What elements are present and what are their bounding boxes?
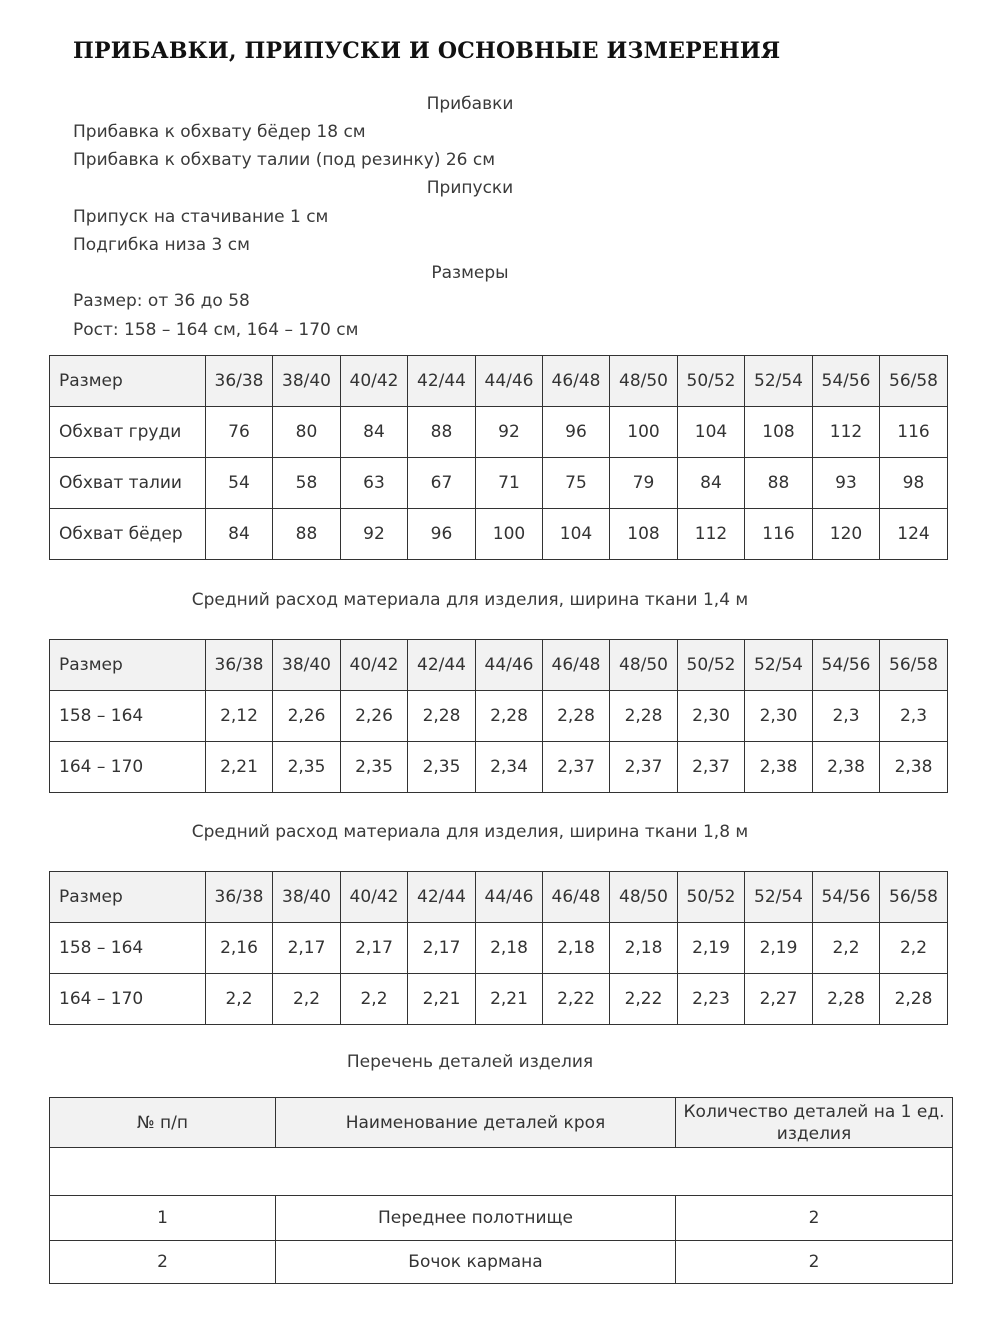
table-cell: 100 (610, 407, 678, 458)
parts-table (49, 1097, 953, 1284)
table-cell: 108 (745, 407, 813, 458)
table-cell: 158 – 164 (50, 691, 206, 742)
table-cell: 84 (206, 509, 273, 560)
table-cell: 112 (813, 407, 880, 458)
table-cell: 2,38 (813, 742, 880, 793)
table-cell: 2,34 (476, 742, 543, 793)
table-cell: 2 (676, 1196, 953, 1241)
table-header-cell: 46/48 (543, 640, 610, 691)
table-cell: 116 (880, 407, 948, 458)
table-cell: 2,35 (341, 742, 408, 793)
table-header-cell: 38/40 (273, 872, 341, 923)
table-header-cell: 44/46 (476, 640, 543, 691)
table-cell: 75 (543, 458, 610, 509)
table-cell: 2,23 (678, 974, 745, 1025)
table-cell: 2,22 (610, 974, 678, 1025)
parts-header-quantity: Количество деталей на 1 ед. изделия (676, 1098, 953, 1148)
table-row (50, 458, 948, 509)
table-cell: 2 (676, 1241, 953, 1284)
table-cell: 2,19 (678, 923, 745, 974)
table-cell: 158 – 164 (50, 923, 206, 974)
table-cell: 71 (476, 458, 543, 509)
table-cell: 63 (341, 458, 408, 509)
table-header-cell: 40/42 (341, 356, 408, 407)
table-cell: 93 (813, 458, 880, 509)
table-cell: 1 (50, 1196, 276, 1241)
table-cell: 2,27 (745, 974, 813, 1025)
table-cell: Обхват талии (50, 458, 206, 509)
table-cell: 2,38 (745, 742, 813, 793)
table-cell: 2,3 (880, 691, 948, 742)
table-header-cell: 36/38 (206, 872, 273, 923)
table-row (50, 742, 948, 793)
table-cell: 2 (50, 1241, 276, 1284)
table-header-cell: 50/52 (678, 872, 745, 923)
table-header-cell: 44/46 (476, 356, 543, 407)
table-cell: 2,18 (476, 923, 543, 974)
table-cell: 2,28 (543, 691, 610, 742)
table-header-cell: 46/48 (543, 356, 610, 407)
table-header-cell: 38/40 (273, 640, 341, 691)
table-header-cell: 50/52 (678, 356, 745, 407)
measurements-table (49, 355, 948, 560)
table-cell: 2,26 (341, 691, 408, 742)
table-header-cell: 52/54 (745, 640, 813, 691)
table-cell: 2,35 (273, 742, 341, 793)
table-header-cell: 48/50 (610, 872, 678, 923)
seam-allowance-hem: Подгибка низа 3 см (73, 235, 250, 255)
table-cell: Обхват бёдер (50, 509, 206, 560)
table-cell: 100 (476, 509, 543, 560)
sizes-heading: Размеры (431, 263, 509, 283)
table-cell: 96 (408, 509, 476, 560)
table-header-cell: 56/58 (880, 872, 948, 923)
table-cell: 108 (610, 509, 678, 560)
consumption-14-table (49, 639, 948, 793)
table-cell: 2,17 (273, 923, 341, 974)
table-cell: 2,16 (206, 923, 273, 974)
table-header-cell: 54/56 (813, 356, 880, 407)
table-cell: 120 (813, 509, 880, 560)
table-header-row (50, 872, 948, 923)
table-cell: 2,17 (341, 923, 408, 974)
table-header-cell: 36/38 (206, 356, 273, 407)
table-cell: 2,26 (273, 691, 341, 742)
table-cell: 58 (273, 458, 341, 509)
table-header-cell: 54/56 (813, 872, 880, 923)
table-cell: 164 – 170 (50, 742, 206, 793)
table-header-row (50, 356, 948, 407)
table-cell: 2,22 (543, 974, 610, 1025)
table-cell: 2,37 (610, 742, 678, 793)
table-header-cell: 42/44 (408, 356, 476, 407)
size-range: Размер: от 36 до 58 (73, 291, 250, 311)
table-cell: 96 (543, 407, 610, 458)
table-cell: 2,30 (678, 691, 745, 742)
table-cell: 104 (678, 407, 745, 458)
page-title: ПРИБАВКИ, ПРИПУСКИ И ОСНОВНЫЕ ИЗМЕРЕНИЯ (73, 38, 781, 64)
table-header-cell: 48/50 (610, 640, 678, 691)
table-cell: 2,3 (813, 691, 880, 742)
table-cell: Бочок кармана (276, 1241, 676, 1284)
table-cell: 104 (543, 509, 610, 560)
table-cell: 2,21 (206, 742, 273, 793)
table-header-cell: 50/52 (678, 640, 745, 691)
table-cell: 98 (880, 458, 948, 509)
table-cell: 112 (678, 509, 745, 560)
table-cell: 76 (206, 407, 273, 458)
table-cell: 2,35 (408, 742, 476, 793)
table-cell: 67 (408, 458, 476, 509)
allowances-heading: Прибавки (426, 94, 514, 114)
table-row (50, 407, 948, 458)
table-header-cell: 56/58 (880, 640, 948, 691)
table-header-cell: 48/50 (610, 356, 678, 407)
table-cell: 2,12 (206, 691, 273, 742)
table-cell: 2,2 (813, 923, 880, 974)
table-row (50, 1241, 953, 1284)
table-header-row (50, 640, 948, 691)
table-cell: 116 (745, 509, 813, 560)
table-header-cell: 40/42 (341, 640, 408, 691)
table-cell: 88 (273, 509, 341, 560)
table-cell: 2,21 (408, 974, 476, 1025)
parts-header-row (50, 1098, 953, 1148)
table-cell: 124 (880, 509, 948, 560)
allowance-hips: Прибавка к обхвату бёдер 18 см (73, 122, 366, 142)
table-cell: 2,28 (610, 691, 678, 742)
table-cell: 2,38 (880, 742, 948, 793)
table-header-cell: 46/48 (543, 872, 610, 923)
table-header-cell: Размер (50, 872, 206, 923)
table-cell: 2,2 (880, 923, 948, 974)
height-range: Рост: 158 – 164 см, 164 – 170 см (73, 320, 359, 340)
table-cell: 2,28 (813, 974, 880, 1025)
table-cell: Обхват груди (50, 407, 206, 458)
table-cell: 84 (341, 407, 408, 458)
table-cell: 2,28 (408, 691, 476, 742)
table-cell: 92 (341, 509, 408, 560)
parts-caption: Перечень деталей изделия (346, 1052, 594, 1072)
table-cell: 2,18 (610, 923, 678, 974)
table-cell: 2,28 (476, 691, 543, 742)
seam-allowances-heading: Припуски (426, 178, 514, 198)
table-cell: 92 (476, 407, 543, 458)
table-cell: Переднее полотнище (276, 1196, 676, 1241)
table-header-cell: 54/56 (813, 640, 880, 691)
table-cell: 88 (408, 407, 476, 458)
table-cell: 2,2 (273, 974, 341, 1025)
table-cell: 2,30 (745, 691, 813, 742)
table-cell: 2,17 (408, 923, 476, 974)
allowance-waist: Прибавка к обхвату талии (под резинку) 26 см (73, 150, 496, 170)
table-row (50, 923, 948, 974)
table-header-cell: Размер (50, 356, 206, 407)
table-header-cell: 52/54 (745, 872, 813, 923)
table-header-cell: Размер (50, 640, 206, 691)
table-cell: 2,19 (745, 923, 813, 974)
table-header-cell: 42/44 (408, 872, 476, 923)
table-row (50, 1196, 953, 1241)
table-header-cell: 52/54 (745, 356, 813, 407)
parts-header-name: Наименование деталей кроя (276, 1098, 676, 1148)
table-cell: 84 (678, 458, 745, 509)
table-cell: 88 (745, 458, 813, 509)
table-cell: 54 (206, 458, 273, 509)
table-cell: 2,18 (543, 923, 610, 974)
parts-header-number: № п/п (50, 1098, 276, 1148)
table-cell: 2,37 (678, 742, 745, 793)
table-cell: 2,28 (880, 974, 948, 1025)
table-cell: 2,2 (206, 974, 273, 1025)
table-row (50, 509, 948, 560)
table-cell: 2,2 (341, 974, 408, 1025)
table-row (50, 1148, 953, 1196)
table-cell (50, 1148, 953, 1196)
table-cell: 164 – 170 (50, 974, 206, 1025)
table-header-cell: 36/38 (206, 640, 273, 691)
consumption-14-caption: Средний расход материала для изделия, ширина ткани 1,4 м (191, 590, 749, 610)
table-cell: 2,21 (476, 974, 543, 1025)
table-row (50, 691, 948, 742)
table-cell: 79 (610, 458, 678, 509)
table-row (50, 974, 948, 1025)
table-header-cell: 44/46 (476, 872, 543, 923)
table-cell: 80 (273, 407, 341, 458)
consumption-18-caption: Средний расход материала для изделия, ширина ткани 1,8 м (191, 822, 749, 842)
table-header-cell: 40/42 (341, 872, 408, 923)
seam-allowance-stitching: Припуск на стачивание 1 см (73, 207, 329, 227)
consumption-18-table (49, 871, 948, 1025)
table-cell: 2,37 (543, 742, 610, 793)
table-header-cell: 38/40 (273, 356, 341, 407)
table-header-cell: 42/44 (408, 640, 476, 691)
table-header-cell: 56/58 (880, 356, 948, 407)
